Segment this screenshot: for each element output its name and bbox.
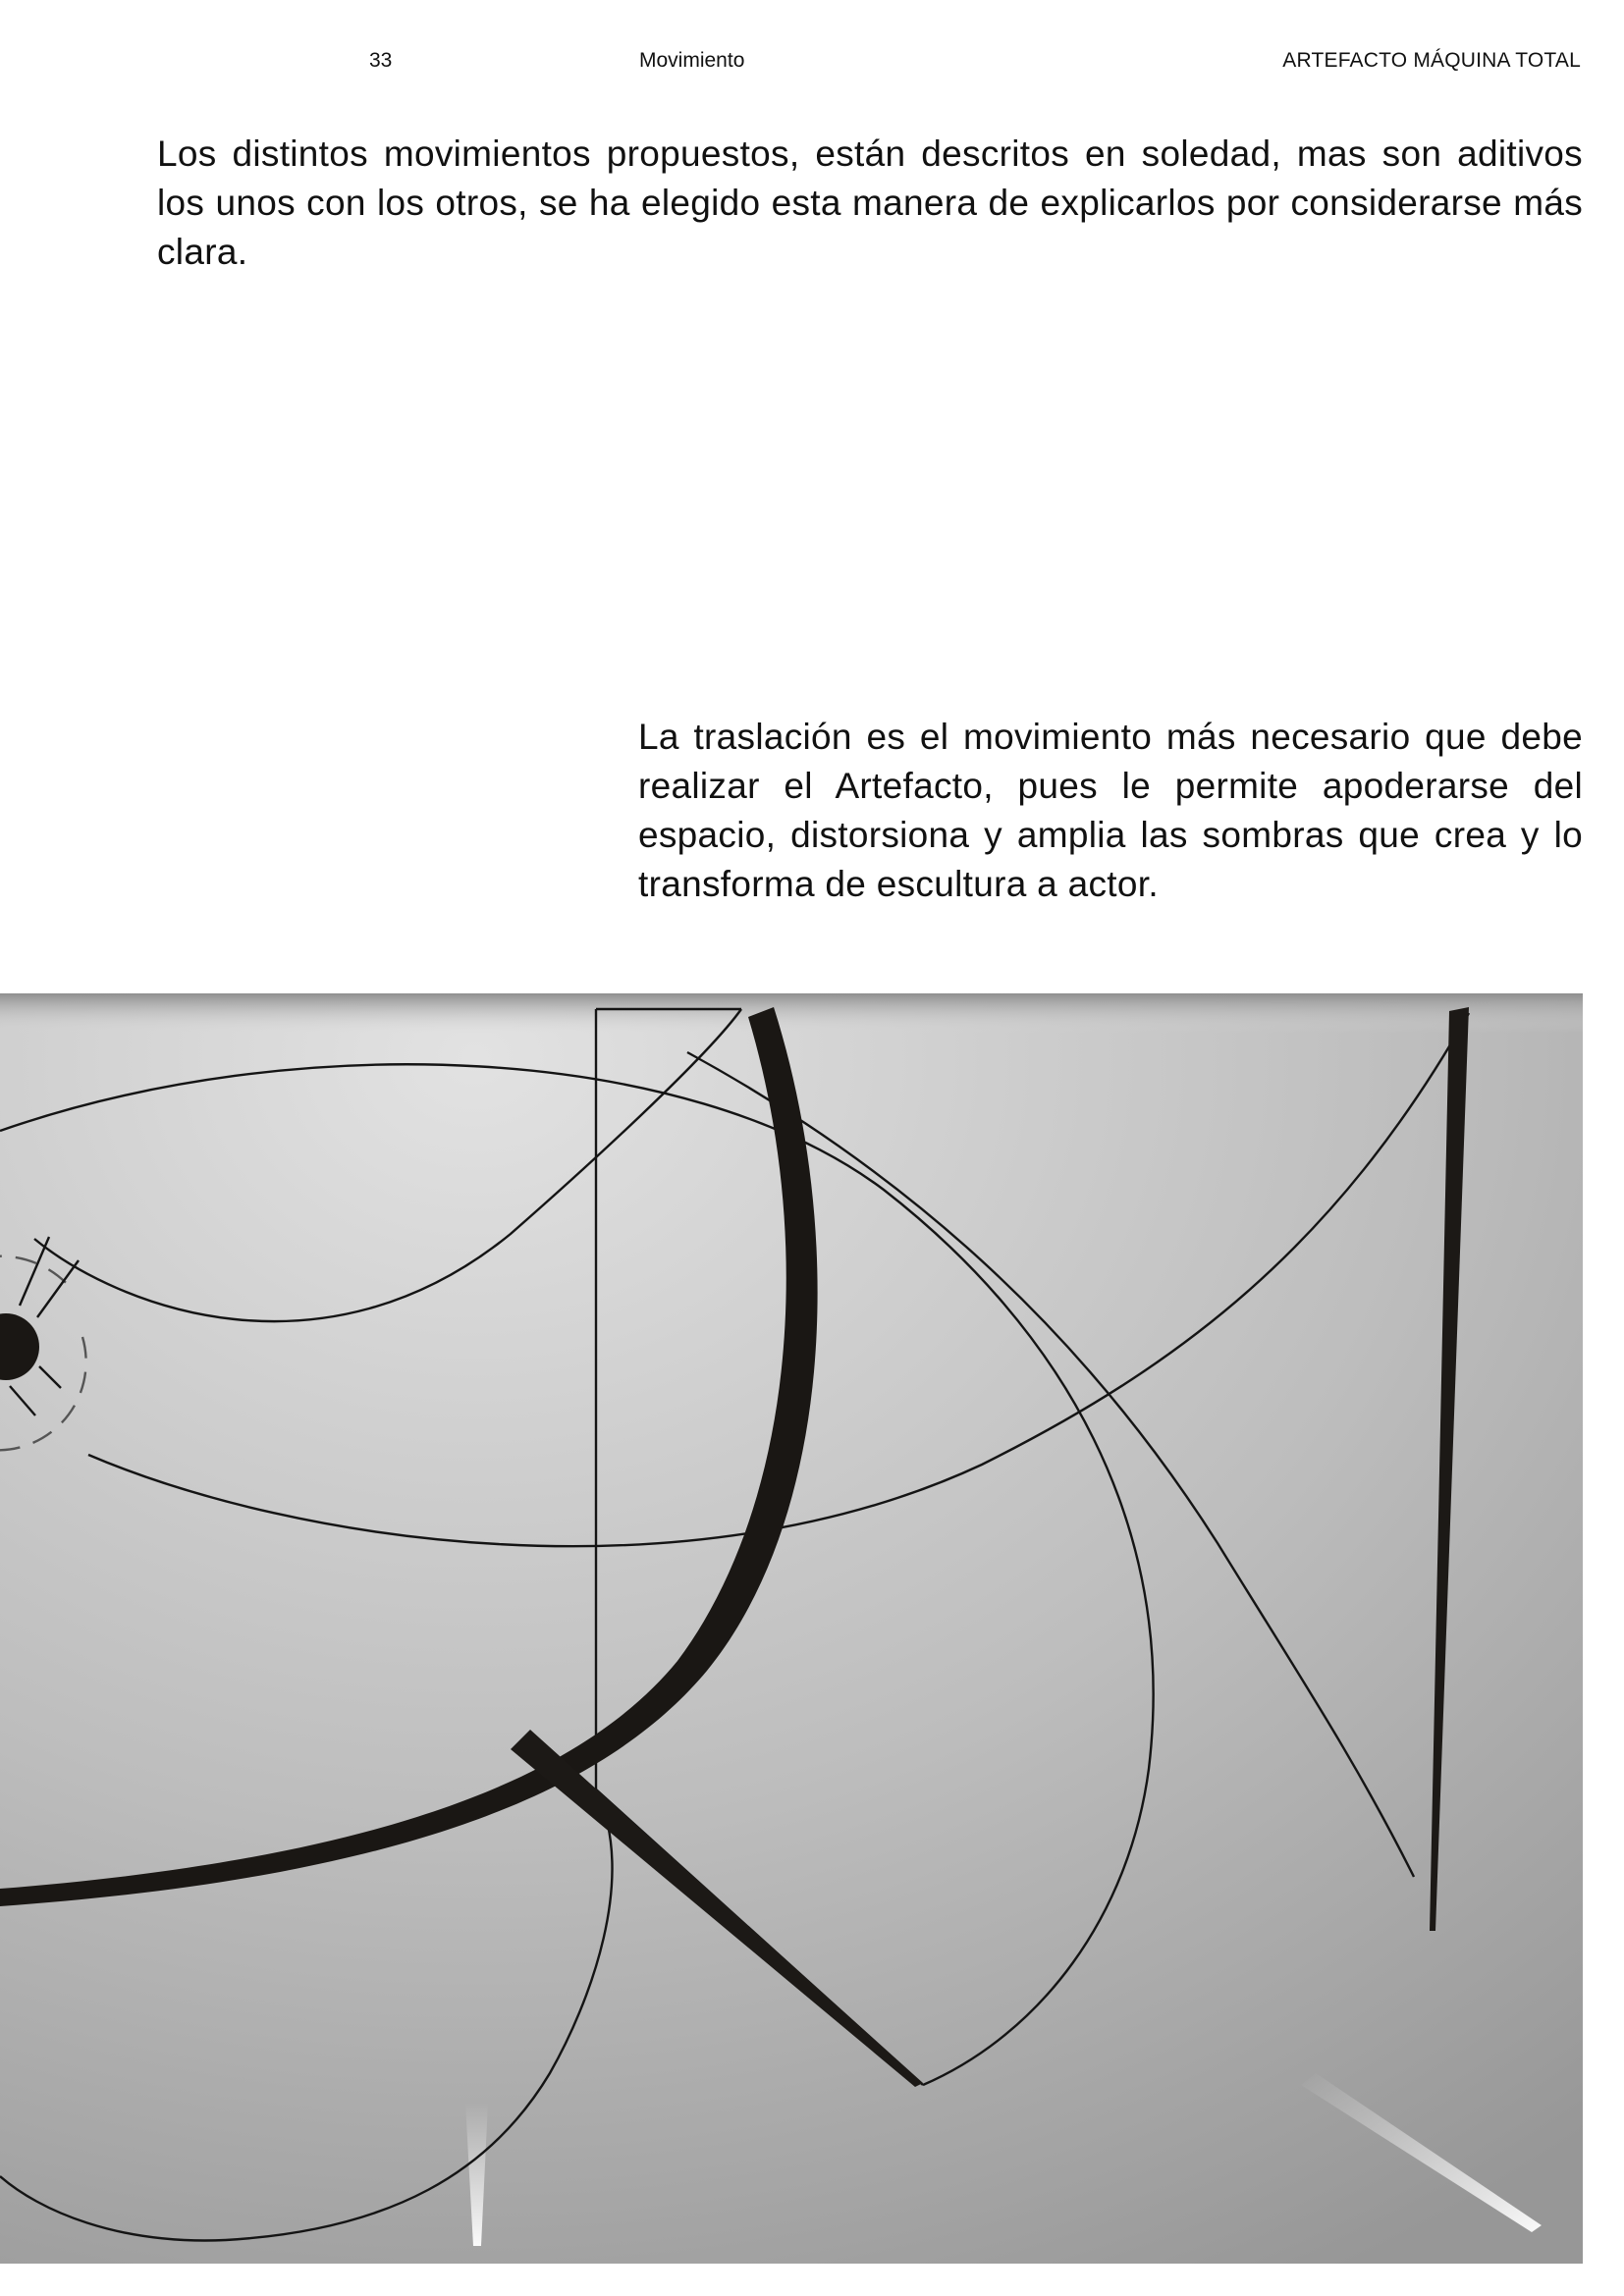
translation-paragraph: La traslación es el movimiento más necesario que debe realizar el Artefacto, pues le permite apoderarse del espacio, distorsiona y amplia las sombras que crea y lo transforma de escultura a actor. bbox=[638, 717, 1583, 904]
ceiling-shadow bbox=[0, 993, 1583, 1033]
sculpture-render-figure bbox=[0, 993, 1583, 2264]
page-number: 33 bbox=[369, 49, 393, 72]
intro-paragraph: Los distintos movimientos propuestos, están descritos en soledad, mas son aditivos los unos con los otros, se ha elegido esta manera de explicarlos por considerarse más clara. bbox=[157, 133, 1583, 272]
page-header bbox=[0, 49, 1624, 79]
sculpture-render-svg bbox=[0, 993, 1583, 2264]
document-title: ARTEFACTO MÁQUINA TOTAL bbox=[1282, 49, 1581, 72]
section-title: Movimiento bbox=[639, 49, 745, 72]
